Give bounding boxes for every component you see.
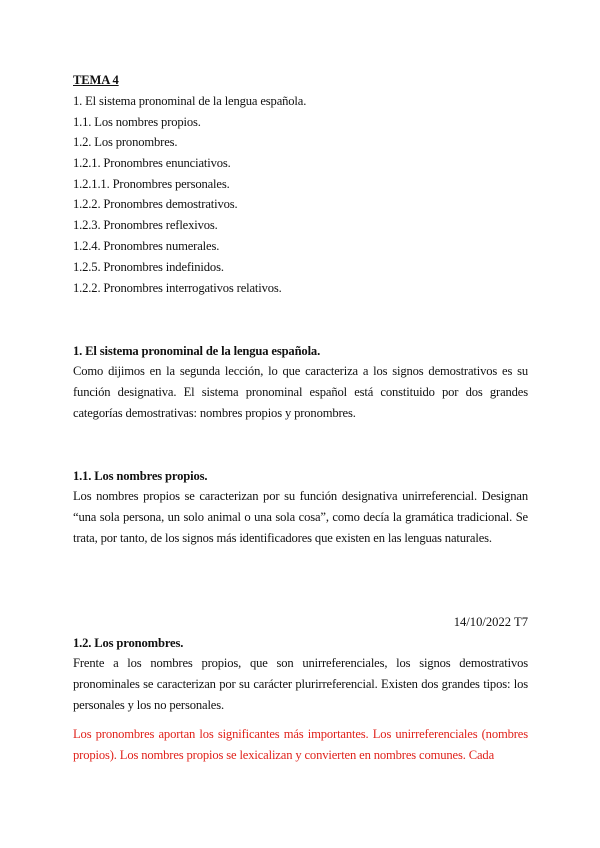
toc-item: 1.2.2. Pronombres demostrativos. [73, 197, 238, 211]
toc-item: 1.2. Los pronombres. [73, 135, 178, 149]
section-1-heading: 1. El sistema pronominal de la lengua española. [73, 344, 321, 358]
toc-item: 1.2.4. Pronombres numerales. [73, 239, 220, 253]
section-1-1-body: Los nombres propios se caracterizan por su función designativa unirreferencial. Designan “una sola persona, un solo animal o una sola cosa”, como decía la gramática tradicional. Se trata, por tanto, de los signos más identificadores que existen en las lenguas naturales. [73, 489, 528, 545]
toc-item: 1.2.2. Pronombres interrogativos relativos. [73, 281, 282, 295]
section-1-2-note: Los pronombres aportan los significantes más importantes. Los unirreferenciales (nombres propios). Los nombres propios se lexicalizan y convierten en nombres comunes. Cada [73, 727, 528, 762]
toc-item: 1.2.1. Pronombres enunciativos. [73, 156, 231, 170]
section-1-1-heading: 1.1. Los nombres propios. [73, 469, 208, 483]
toc-title: TEMA 4 [73, 73, 119, 87]
section-1-body: Como dijimos en la segunda lección, lo que caracteriza a los signos demostrativos es su función designativa. El sistema pronominal español está constituido por dos grandes categorías demostrativas: nombres propios y pronombres. [73, 364, 528, 420]
toc-item: 1.1. Los nombres propios. [73, 115, 201, 129]
toc-item: 1.2.3. Pronombres reflexivos. [73, 218, 218, 232]
toc-item: 1. El sistema pronominal de la lengua española. [73, 94, 307, 108]
toc-item: 1.2.1.1. Pronombres personales. [73, 177, 230, 191]
section-1-2-heading: 1.2. Los pronombres. [73, 636, 184, 650]
toc-item: 1.2.5. Pronombres indefinidos. [73, 260, 224, 274]
lecture-date: 14/10/2022 T7 [453, 615, 528, 629]
section-1-2-body: Frente a los nombres propios, que son unirreferenciales, los signos demostrativos pronominales se caracterizan por su carácter plurirreferencial. Existen dos grandes tipos: los personales y los no personales. [73, 656, 528, 712]
